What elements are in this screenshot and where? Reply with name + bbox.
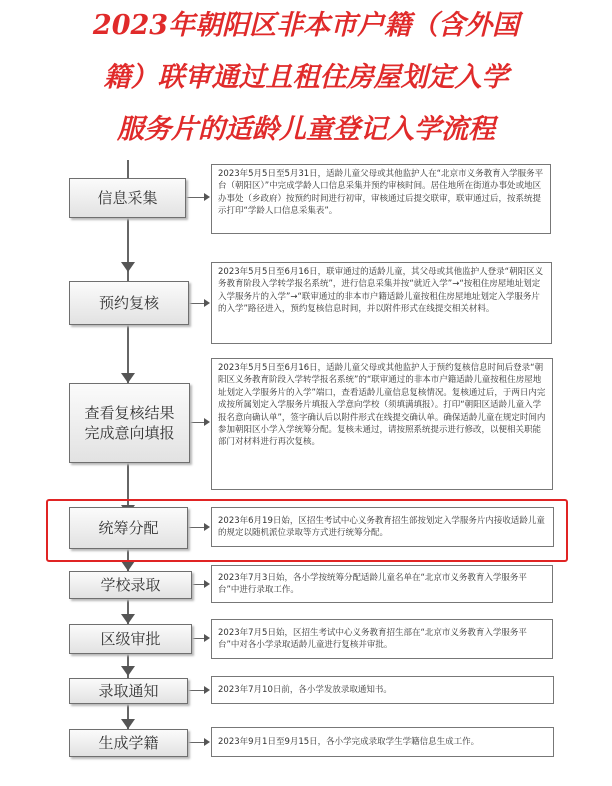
connector-line (188, 742, 205, 743)
arrow-right-icon (204, 299, 210, 307)
arrow-down-icon (121, 614, 135, 624)
arrow-down-icon (121, 262, 135, 272)
step-district-approval: 区级审批 (69, 624, 192, 654)
title-line-2: 籍）联审通过且租住房屋划定入学 (103, 62, 509, 93)
step-info-collection: 信息采集 (69, 178, 186, 218)
arrow-down-icon (121, 373, 135, 383)
step-unified-allocation-text: 2023年6月19日始，区招生考试中心义务教育招生部按划定入学服务片内接收适龄儿童的规定以随机派位录取等方式进行统筹分配。 (218, 515, 545, 538)
connector-line (189, 303, 205, 304)
step-view-result-intent-desc: 2023年5月5日至6月16日，适龄儿童父母或其他监护人于预约复核信息时间后登录“朝阳区义务教育阶段入学转学报名系统”的“联审通过的非本市户籍适龄儿童按租住房屋地址划定入学服务片的入学”端口，查看适龄儿童信息复核情况。复核通过后，于两日内完成按所属划定入学服务片填报入学意向学校（须填满填报）。打印“朝阳区适龄儿童入学报名意向确认单”，签字确认后以附件形式在线提交确认单。确保适龄儿童在规定时间内参加朝阳区小学入学统筹分配。复核未通过，请按照系统提示进行修改，以便相关职能部门对材料进行再次复核。 (211, 358, 553, 490)
title-line-1: 2023年朝阳区非本市户籍（含外国 (92, 10, 520, 41)
step-view-result-intent: 查看复核结果 完成意向填报 (69, 383, 190, 463)
step-admission-notice-text: 2023年7月10日前，各小学发放录取通知书。 (218, 684, 392, 695)
step-appointment-review-desc: 2023年5月5日至6月16日，联审通过的适龄儿童，其父母或其他监护人登录“朝阳区义务教育阶段入学转学报名系统”，进行信息采集并按“就近入学”→“按租住房屋地址划定入学服务片的入学”→“联审通过的非本市户籍适龄儿童按租住房屋地址划定入学服务片的入学”路径进入，预约复核信息时间，并以附件形式在线提交相关材料。 (211, 262, 552, 344)
step-generate-status-text: 2023年9月1日至9月15日，各小学完成录取学生学籍信息生成工作。 (218, 736, 480, 747)
step-school-admission-text: 2023年7月3日始，各小学按统筹分配适龄儿童名单在“北京市义务教育入学服务平台”中进行录取工作。 (218, 572, 527, 595)
connector-line (190, 422, 205, 423)
step-school-admission-desc (211, 565, 553, 603)
arrow-down-icon (121, 561, 135, 571)
highlight-box (46, 499, 568, 562)
step-admission-notice: 录取通知 (69, 678, 188, 704)
step-info-collection-desc: 2023年5月5日至5月31日，适龄儿童父母或其他监护人在“北京市义务教育入学服务平台（朝阳区）”中完成学龄人口信息采集并预约审核时间。居住地所在街道办事处或地区办事处（乡政府）按预约时间进行初审，审核通过后提交联审，联审通过后，按系统提示打印“学龄人口信息采集表”。 (211, 164, 551, 234)
arrow-right-icon (204, 634, 210, 642)
title-line-3: 服务片的适龄儿童登记入学流程 (117, 114, 495, 145)
arrow-down-icon (121, 666, 135, 676)
step-generate-status: 生成学籍 (69, 729, 188, 757)
step-district-approval-text: 2023年7月5日始，区招生考试中心义务教育招生部在“北京市义务教育入学服务平台”中对各小学录取适龄儿童进行复核并审批。 (218, 627, 527, 650)
step-unified-allocation: 统筹分配 (69, 507, 188, 549)
step-admission-notice-desc (211, 676, 554, 704)
arrow-right-icon (204, 686, 210, 694)
connector-line (186, 197, 205, 198)
arrow-down-icon (121, 719, 135, 729)
arrow-right-icon (204, 580, 210, 588)
arrow-right-icon (204, 738, 210, 746)
connector-line (188, 690, 205, 691)
step-school-admission: 学校录取 (69, 571, 192, 599)
arrow-right-icon (204, 418, 210, 426)
page-title (0, 0, 612, 156)
step-appointment-review: 预约复核 (69, 281, 189, 325)
step-generate-status-desc (211, 727, 554, 757)
step-district-approval-desc (211, 619, 553, 659)
arrow-right-icon (204, 193, 210, 201)
